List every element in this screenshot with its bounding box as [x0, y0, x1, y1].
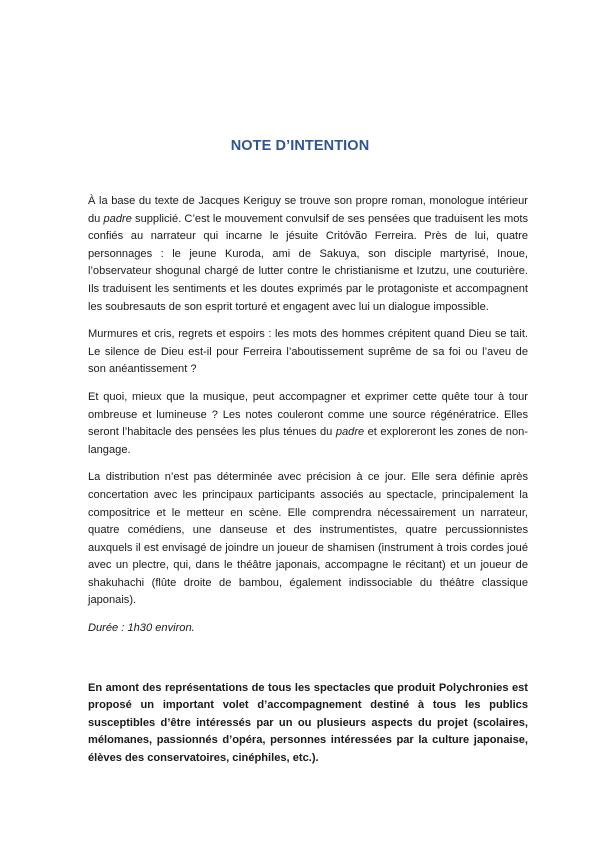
paragraph-distribution: La distribution n’est pas déterminée avec précision à ce jour. Elle sera définie après concertation avec les principaux participants associés au spectacle, principalement la compositrice et le metteur en scène. Elle comprendra nécessairement un narrateur, quatre comédiens, une danseuse et des instrumentistes, quatre percussionnistes auxquels il est envisagé de joindre un joueur de shamisen (instrument à trois cordes joué avec un plectre, qui, dans le théâtre japonais, accompagne le récitant) et un joueur de shakuhachi (flûte droite de bambou, également indissociable du théâtre classique japonais). [88, 471, 528, 607]
duration-note: Durée : 1h30 environ. [88, 622, 195, 635]
paragraph-intro-emphasis: padre [103, 212, 132, 225]
paragraph-music-text-1: Et quoi, mieux que la musique, peut accompagner et exprimer cette quête tour à tour ombreuse et lumineuse ? Les notes couleront comme une source régénératrice. Elles seront l’habitacle des pensées les plus ténues du [88, 390, 528, 439]
paragraph-music [88, 389, 528, 459]
paragraph-silence: Murmures et cris, regrets et espoirs : les mots des hommes crépitent quand Dieu se tait. Le silence de Dieu est-il pour Ferreira l’aboutissement suprême de sa foi ou l’aveu de son anéantissement ? [88, 328, 528, 376]
paragraph-intro-text-1: À la base du texte de Jacques Keriguy se trouve son propre roman, monologue intérieur du [88, 195, 528, 225]
closing-paragraph: En amont des représentations de tous les spectacles que produit Polychronies est proposé un important volet d’accompagnement destiné à tous les publics susceptibles d’être intéressés par un ou plusieurs aspects du projet (scolaires, mélomanes, passionnés d’opéra, personnes intéressées par la culture japonaise, élèves des conservatoires, cinéphiles, etc.). [88, 681, 528, 765]
document-body [88, 193, 528, 778]
paragraph-intro [88, 193, 528, 316]
page-title: NOTE D’INTENTION [230, 138, 370, 154]
paragraph-music-emphasis: padre [335, 426, 365, 439]
paragraph-music-text-2: et exploreront les zones de non-langage. [88, 426, 528, 456]
paragraph-intro-text-2: supplicié. C’est le mouvement convulsif de ses pensées que traduisent les mots confiés au narrateur qui incarne le jésuite Critóvão Ferreira. Près de lui, quatre personnages : le jeune Kuroda, ami de Sakuya, son disciple martyrisé, Inoue, l’observateur shogunal chargé de lutter contre le christianisme et Izutzu, une couturière. Ils traduisent les sentiments et les doutes exprimés par le protagoniste et accompagnent les soubresauts de son esprit torturé et engagent avec lui un dialogue impossible. [88, 212, 529, 313]
